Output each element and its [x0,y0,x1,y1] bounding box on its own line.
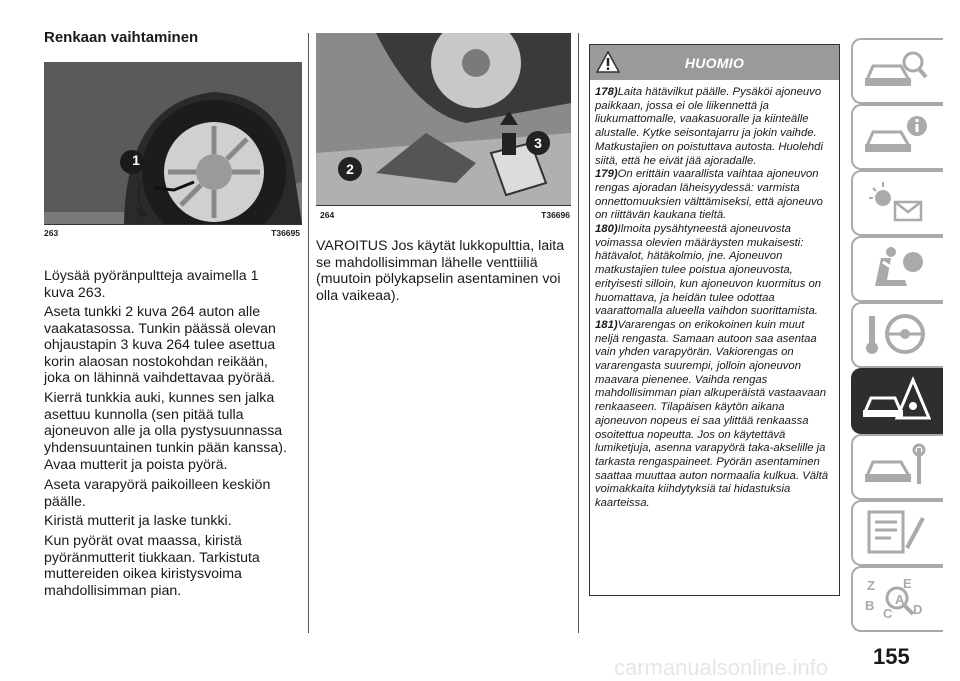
warning-item-number: 178) [595,86,618,98]
svg-text:A: A [895,592,905,607]
warning-item [595,168,831,223]
tab-dashboard-lights[interactable] [851,170,943,236]
breakdown-warning-icon [861,376,931,424]
figure-264-number: 264 [320,210,335,220]
warning-item-text: Ilmoita pysähtyneestä ajoneuvosta voimassa olevien määräysten mukaisesti: hätävalot, hätäkolmio, jne. Ajoneuvon matkustajien tulee poistua ajoneuvosta, erityisesti silloin, kun ajoneuvon kuormitus on huomattava, ja heidän tulee odottaa vaarattomalla alueella vaihdon suorittamista. [595,223,822,318]
body-paragraph: Aseta varapyörä paikoilleen keskiön päälle. [44,477,271,510]
tab-car-service[interactable] [851,434,943,500]
tab-car-info[interactable] [851,104,943,170]
steering-key-icon [861,310,931,358]
specifications-icon [861,508,931,556]
svg-text:D: D [913,602,923,617]
column-divider-1 [308,33,309,633]
tab-breakdown[interactable] [851,368,943,434]
warning-item-number: 181) [595,318,618,331]
page-number: 155 [873,644,910,669]
tab-seat-airbag[interactable] [851,236,943,302]
tab-steering-key[interactable] [851,302,943,368]
tab-index[interactable] [851,566,943,632]
dashboard-lights-icon [861,178,931,226]
body-paragraph: Kierrä tunkkia auki, kunnes sen jalka asettuu kunnolla (sen pitää tulla ajoneuvon alle ja olla pystysuunnassa yhdensuuntainen tunkin pään kanssa). [44,390,287,456]
car-service-icon [861,442,931,490]
warning-body [590,80,839,511]
body-paragraph: Kun pyörät ovat maassa, kiristä pyöränmutterit tiukkaan. Tarkistuta muttereiden oikea kiristysvoima mahdollisimman pian. [44,533,260,599]
figure-263-code: T36695 [271,228,300,238]
svg-text:B: B [865,598,875,613]
body-paragraph: Löysää pyöränpultteja avaimella 1 kuva 263. [44,268,259,301]
warning-item [595,223,831,319]
figure-264-code: T36696 [541,210,570,220]
body-paragraph: Kiristä mutterit ja laske tunkki. [44,513,232,529]
callout-2: 2 [338,157,362,181]
tab-specifications[interactable] [851,500,943,566]
warning-item [595,319,831,511]
car-magnify-icon [861,46,931,94]
warning-item-text: On erittäin vaarallista vaihtaa ajoneuvon rengas ajoradan läheisyydessä: varmista onnettomuuksien välttämiseksi, että ajoneuvo on riittävän kaukana tieltä. [595,168,823,222]
index-icon [861,574,931,622]
watermark: carmanualsonline.info [614,655,829,680]
warning-item-number: 179) [595,168,618,181]
warning-note: VAROITUS Jos käytät lukkopulttia, laita se mahdollisimman lähelle venttiiliä (muutoin pölykapselin asentaminen voi olla vaikeaa). [316,238,565,304]
car-info-icon [861,112,931,160]
figure-263 [44,62,302,225]
warning-title: HUOMIO [684,55,745,71]
figure-264 [316,33,571,206]
callout-3: 3 [526,131,550,155]
body-paragraph: Avaa mutterit ja poista pyörä. [44,457,228,473]
warning-item [595,86,831,168]
callout-1: 1 [132,152,140,168]
svg-text:E: E [903,576,912,591]
warning-box [589,44,840,596]
warning-item-text: Laita hätävilkut päälle. Pysäköi ajoneuvo paikkaan, jossa ei ole liikennettä ja liukumattomalle, vaakasuoralle ja kiinteälle alustalle. Kytke seisontajarru ja jokin vaihde. Matkustajien on poistuttava autosta. Huolehdi siitä, että he eivät jää ajoradalle. [595,86,823,167]
column-divider-2 [578,33,579,633]
warning-item-text: Vararengas on erikokoinen kuin muut neljä rengasta. Samaan autoon saa asentaa vain yhden varapyörän. Vakiorengas on vararengasta suurempi, jolloin ajoneuvon maavara pienenee. Vaihda rengas mahdollisimman pian alkuperäistä vastaavaan renkaaseen. Tilapäisen käytön aikana ajoneuvon nopeus ei saa ylittää renkaassa osoitettua nopeutta. Jos on käytettävä lumiketjuja, asenna varapyörä taka-akselille ja tarkasta rengaspaineet. Pyörän asentaminen saattaa muuttaa auton normaalia kulkua. Vältä voimakkaita kiihdytyksiä tai hidastuksia kaarteissa. [595,318,828,510]
page-title: Renkaan vaihtaminen [44,29,199,46]
body-paragraph: Aseta tunkki 2 kuva 264 auton alle vaakatasossa. Tunkin päässä olevan ohjaustapin 3 kuva 264 tulee asettua korin alaosan nostokohdan reikään, joka on lähinnä vaihdettavaa pyörää. [44,304,276,386]
tab-car-magnify[interactable] [851,38,943,104]
seat-airbag-icon [861,244,931,292]
svg-text:Z: Z [867,578,875,593]
figure-263-number: 263 [44,228,59,238]
warning-item-number: 180) [595,223,618,236]
warning-header [590,45,839,80]
svg-text:C: C [883,606,893,621]
